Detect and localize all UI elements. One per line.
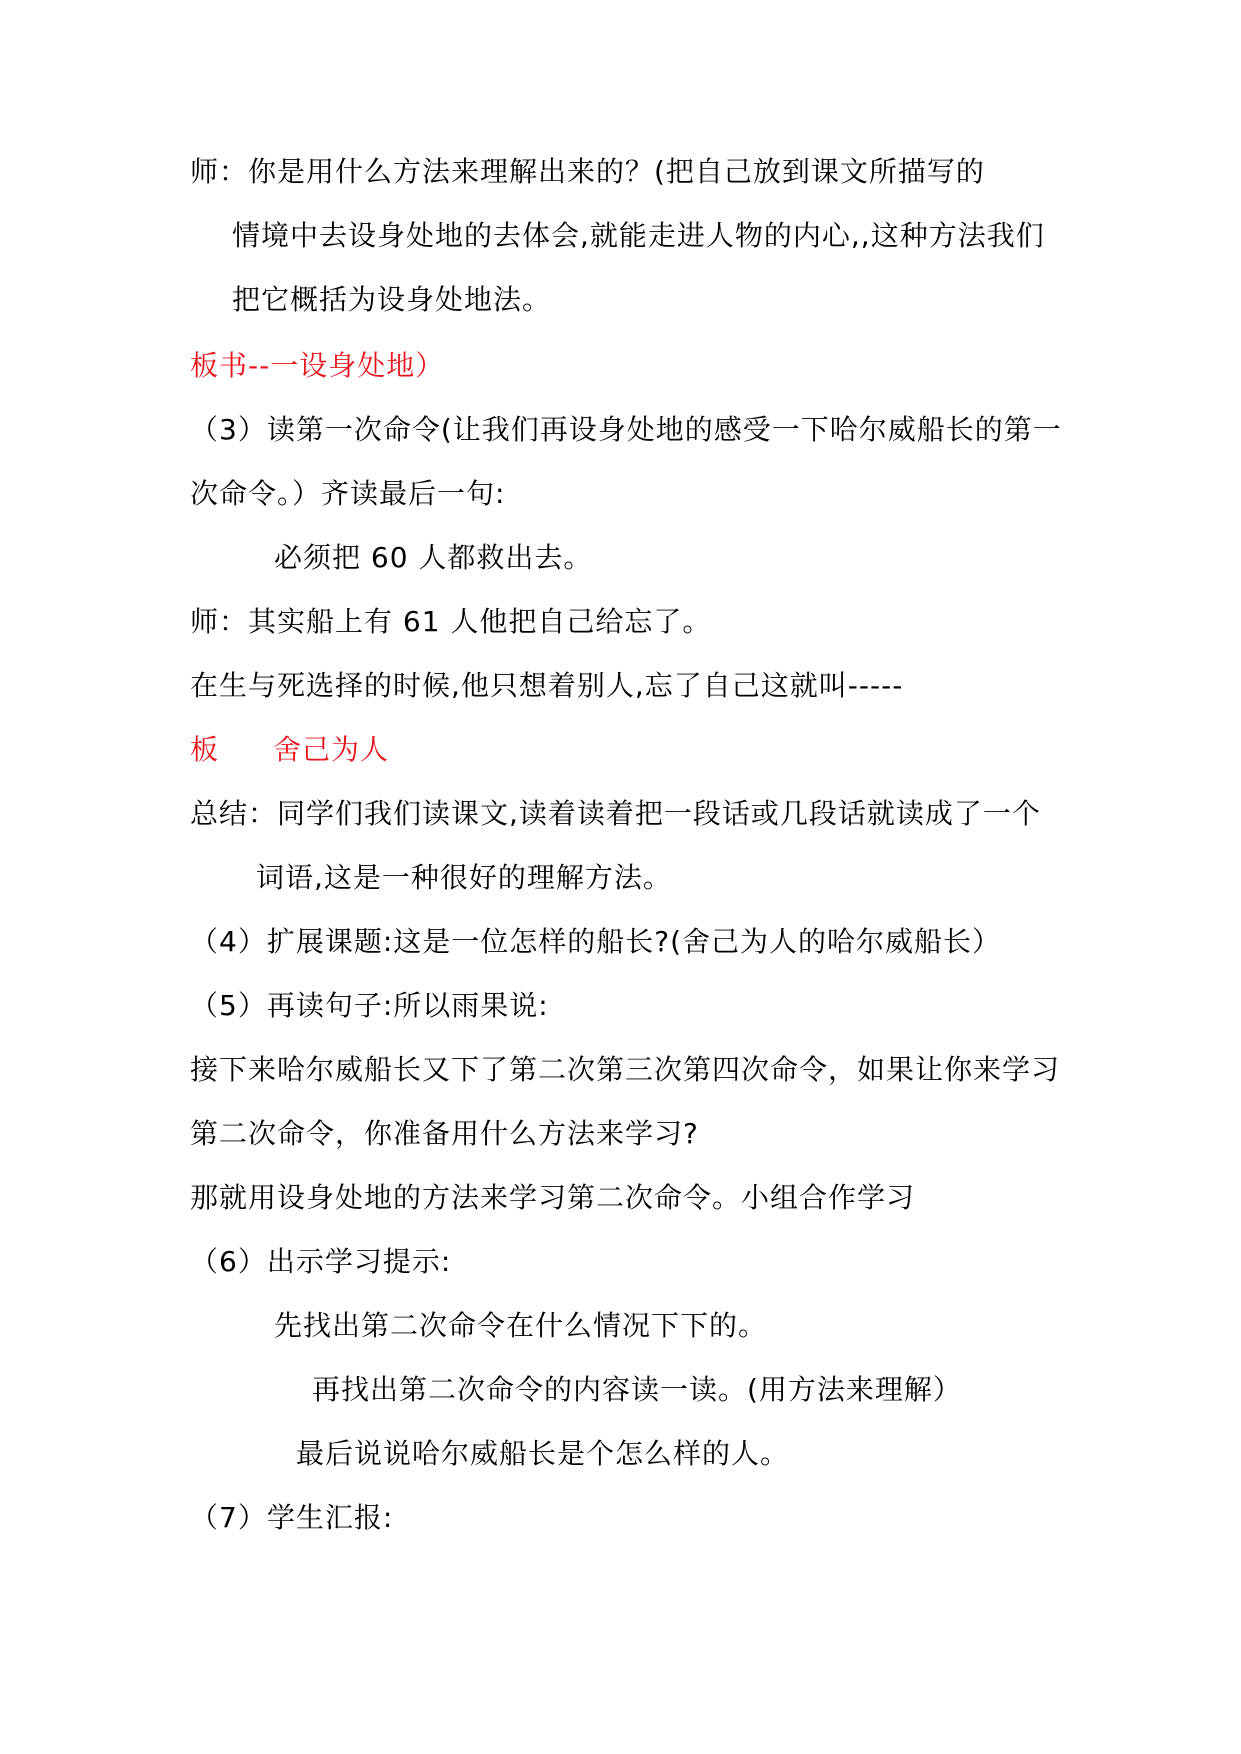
next-commands-line-1: 接下来哈尔威船长又下了第二次第三次第四次命令，如果让你来学习	[190, 1053, 1061, 1086]
teacher-question-line-3: 把它概括为设身处地法。	[232, 283, 552, 316]
board-label: 板	[190, 733, 220, 766]
teacher-question-line-2: 情境中去设身处地的去体会,就能走进人物的内心,,这种方法我们	[232, 219, 1045, 252]
hint-3: 最后说说哈尔威船长是个怎么样的人。	[296, 1437, 790, 1470]
hint-1: 先找出第二次命令在什么情况下下的。	[274, 1309, 768, 1342]
step-3-line-1: （3）读第一次命令(让我们再设身处地的感受一下哈尔威船长的第一	[190, 413, 1062, 446]
board-term: 舍己为人	[273, 733, 390, 766]
board-note-2	[190, 730, 389, 770]
group-study-line: 那就用设身处地的方法来学习第二次命令。小组合作学习	[190, 1181, 916, 1214]
life-death-line: 在生与死选择的时候,他只想着别人,忘了自己这就叫-----	[190, 669, 904, 702]
hint-2: 再找出第二次命令的内容读一读。(用方法来理解）	[312, 1373, 962, 1406]
summary-line-2: 词语,这是一种很好的理解方法。	[256, 861, 672, 894]
step-4: （4）扩展课题:这是一位怎样的船长?(舍己为人的哈尔威船长）	[190, 925, 1002, 958]
quoted-sentence: 必须把 60 人都救出去。	[274, 541, 593, 574]
summary-line-1: 总结：同学们我们读课文,读着读着把一段话或几段话就读成了一个	[190, 797, 1041, 830]
board-note-1: 板书--一设身处地）	[190, 349, 445, 382]
step-7: （7）学生汇报:	[190, 1501, 394, 1534]
step-3-line-2: 次命令。）齐读最后一句:	[190, 477, 506, 510]
next-commands-line-2: 第二次命令，你准备用什么方法来学习?	[190, 1117, 699, 1150]
teacher-question-line-1: 师：你是用什么方法来理解出来的？(把自己放到课文所描写的	[190, 155, 985, 188]
step-6: （6）出示学习提示:	[190, 1245, 452, 1278]
step-5: （5）再读句子:所以雨果说:	[190, 989, 549, 1022]
teacher-remark: 师：其实船上有 61 人他把自己给忘了。	[190, 605, 712, 638]
